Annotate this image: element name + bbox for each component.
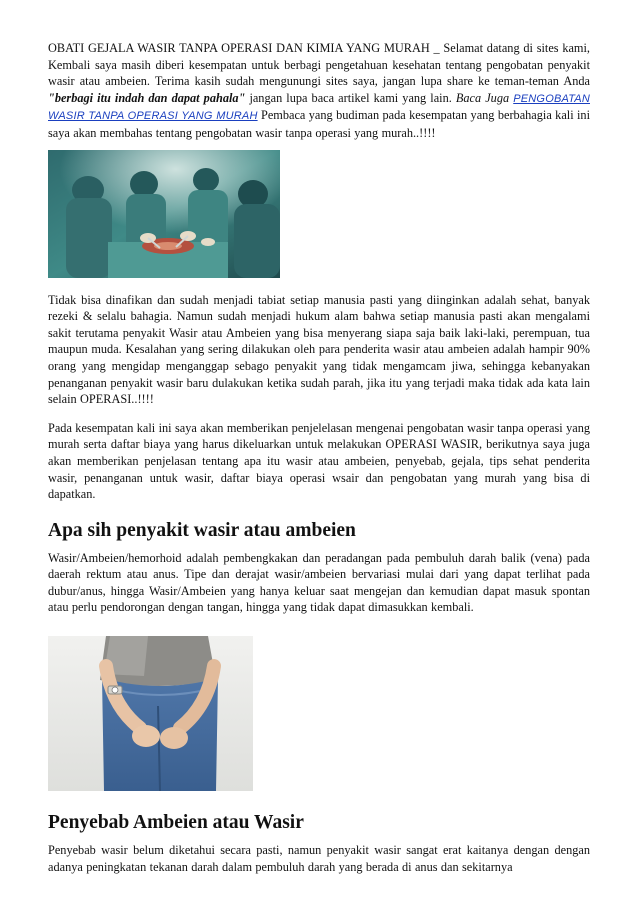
read-more-label: Baca Juga: [455, 90, 510, 105]
ambeien-photo: [48, 636, 253, 791]
surgery-photo: [48, 150, 280, 278]
related-article-link[interactable]: PENGOBATAN WASIR TANPA OPERASI YANG MURAH: [48, 92, 590, 123]
paragraph-1: Tidak bisa dinafikan dan sudah menjadi tabiat setiap manusia pasti yang diinginkan adalah sehat, banyak rezeki & selalu bahagia. Namun sudah menjadi hukum alam bahwa setiap manusia pasti akan mengalami sakit terutama penyakit Wasir atau Ambeien yang bisa menyerang siapa saja baik laki-laki, perempuan, tua maupun muda. Kesalahan yang sering dilakukan oleh para penderita wasir atau ambeien adalah hampir 90% orang yang mengidap menganggap sebago penyakit yang tidak mengamcam jiwa, sehingga kebanyakan penanganan penyakit wasir baru dulakukan ketika sudah parah, jika itu yang terjadi maka tidak ada kata lain selain OPERASI..!!!!: [48, 292, 590, 407]
intro-paragraph: [48, 40, 590, 142]
document-page: [48, 40, 590, 875]
intro-emphasis: "berbagi itu indah dan dapat pahala": [48, 90, 246, 105]
section-1-body: Wasir/Ambeien/hemorhoid adalah pembengkakan dan peradangan pada pembuluh darah balik (vena) pada daerah rektum atau anus. Tipe dan derajat wasir/ambeien bervariasi mulai dari yang dapat terlihat pada dubur/anus, hingga Wasir/Ambeien yang hanya keluar saat mengejan dan kemudian dapat masuk spontan atau perlu pendorongan dengan tangan, hingga yang tidak dapat dimasukkan kembali.: [48, 550, 590, 615]
intro-text-2: jangan lupa baca artikel kami yang lain.: [245, 90, 456, 105]
section-2-body: Penyebab wasir belum diketahui secara pasti, namun penyakit wasir sangat erat kaitanya dengan dengan adanya peningkatan tekanan darah dalam pembuluh darah yang berada di anus dan sekitarnya: [48, 843, 590, 874]
section-1-heading: Apa sih penyakit wasir atau ambeien: [48, 519, 356, 541]
intro-text-1: OBATI GEJALA WASIR TANPA OPERASI DAN KIMIA YANG MURAH _ Selamat datang di sites kami, Kembali saya masih diberi kesempatan untuk berbagi pengetahuan kesehatan tentang pengobatan penyakit wasir atau ambeien. Terima kasih sudah mengunungi sites saya, jangan lupa share ke teman-teman Anda: [48, 41, 590, 89]
section-2-heading: Penyebab Ambeien atau Wasir: [48, 812, 304, 834]
intro-text-3: Pembaca yang budiman pada kesempatan yang berbahagia kali ini saya akan membahas tentang pengobatan wasir tanpa operasi yang murah..!!!!: [48, 108, 590, 140]
paragraph-2: Pada kesempatan kali ini saya akan memberikan penjelelasan mengenai pengobatan wasir tanpa operasi yang murah serta daftar biaya yang harus dikeluarkan untuk melakukan OPERASI WASIR, berikutnya saya juga akan memberikan penjelasan tentang apa itu wasir atau ambeien, penyebab, gejala, tips sehat penderita wasir, penanganan untuk wasir, daftar biaya operasi wsair dan pengobatan yang murah yang bisa di dapatkan.: [48, 420, 590, 502]
